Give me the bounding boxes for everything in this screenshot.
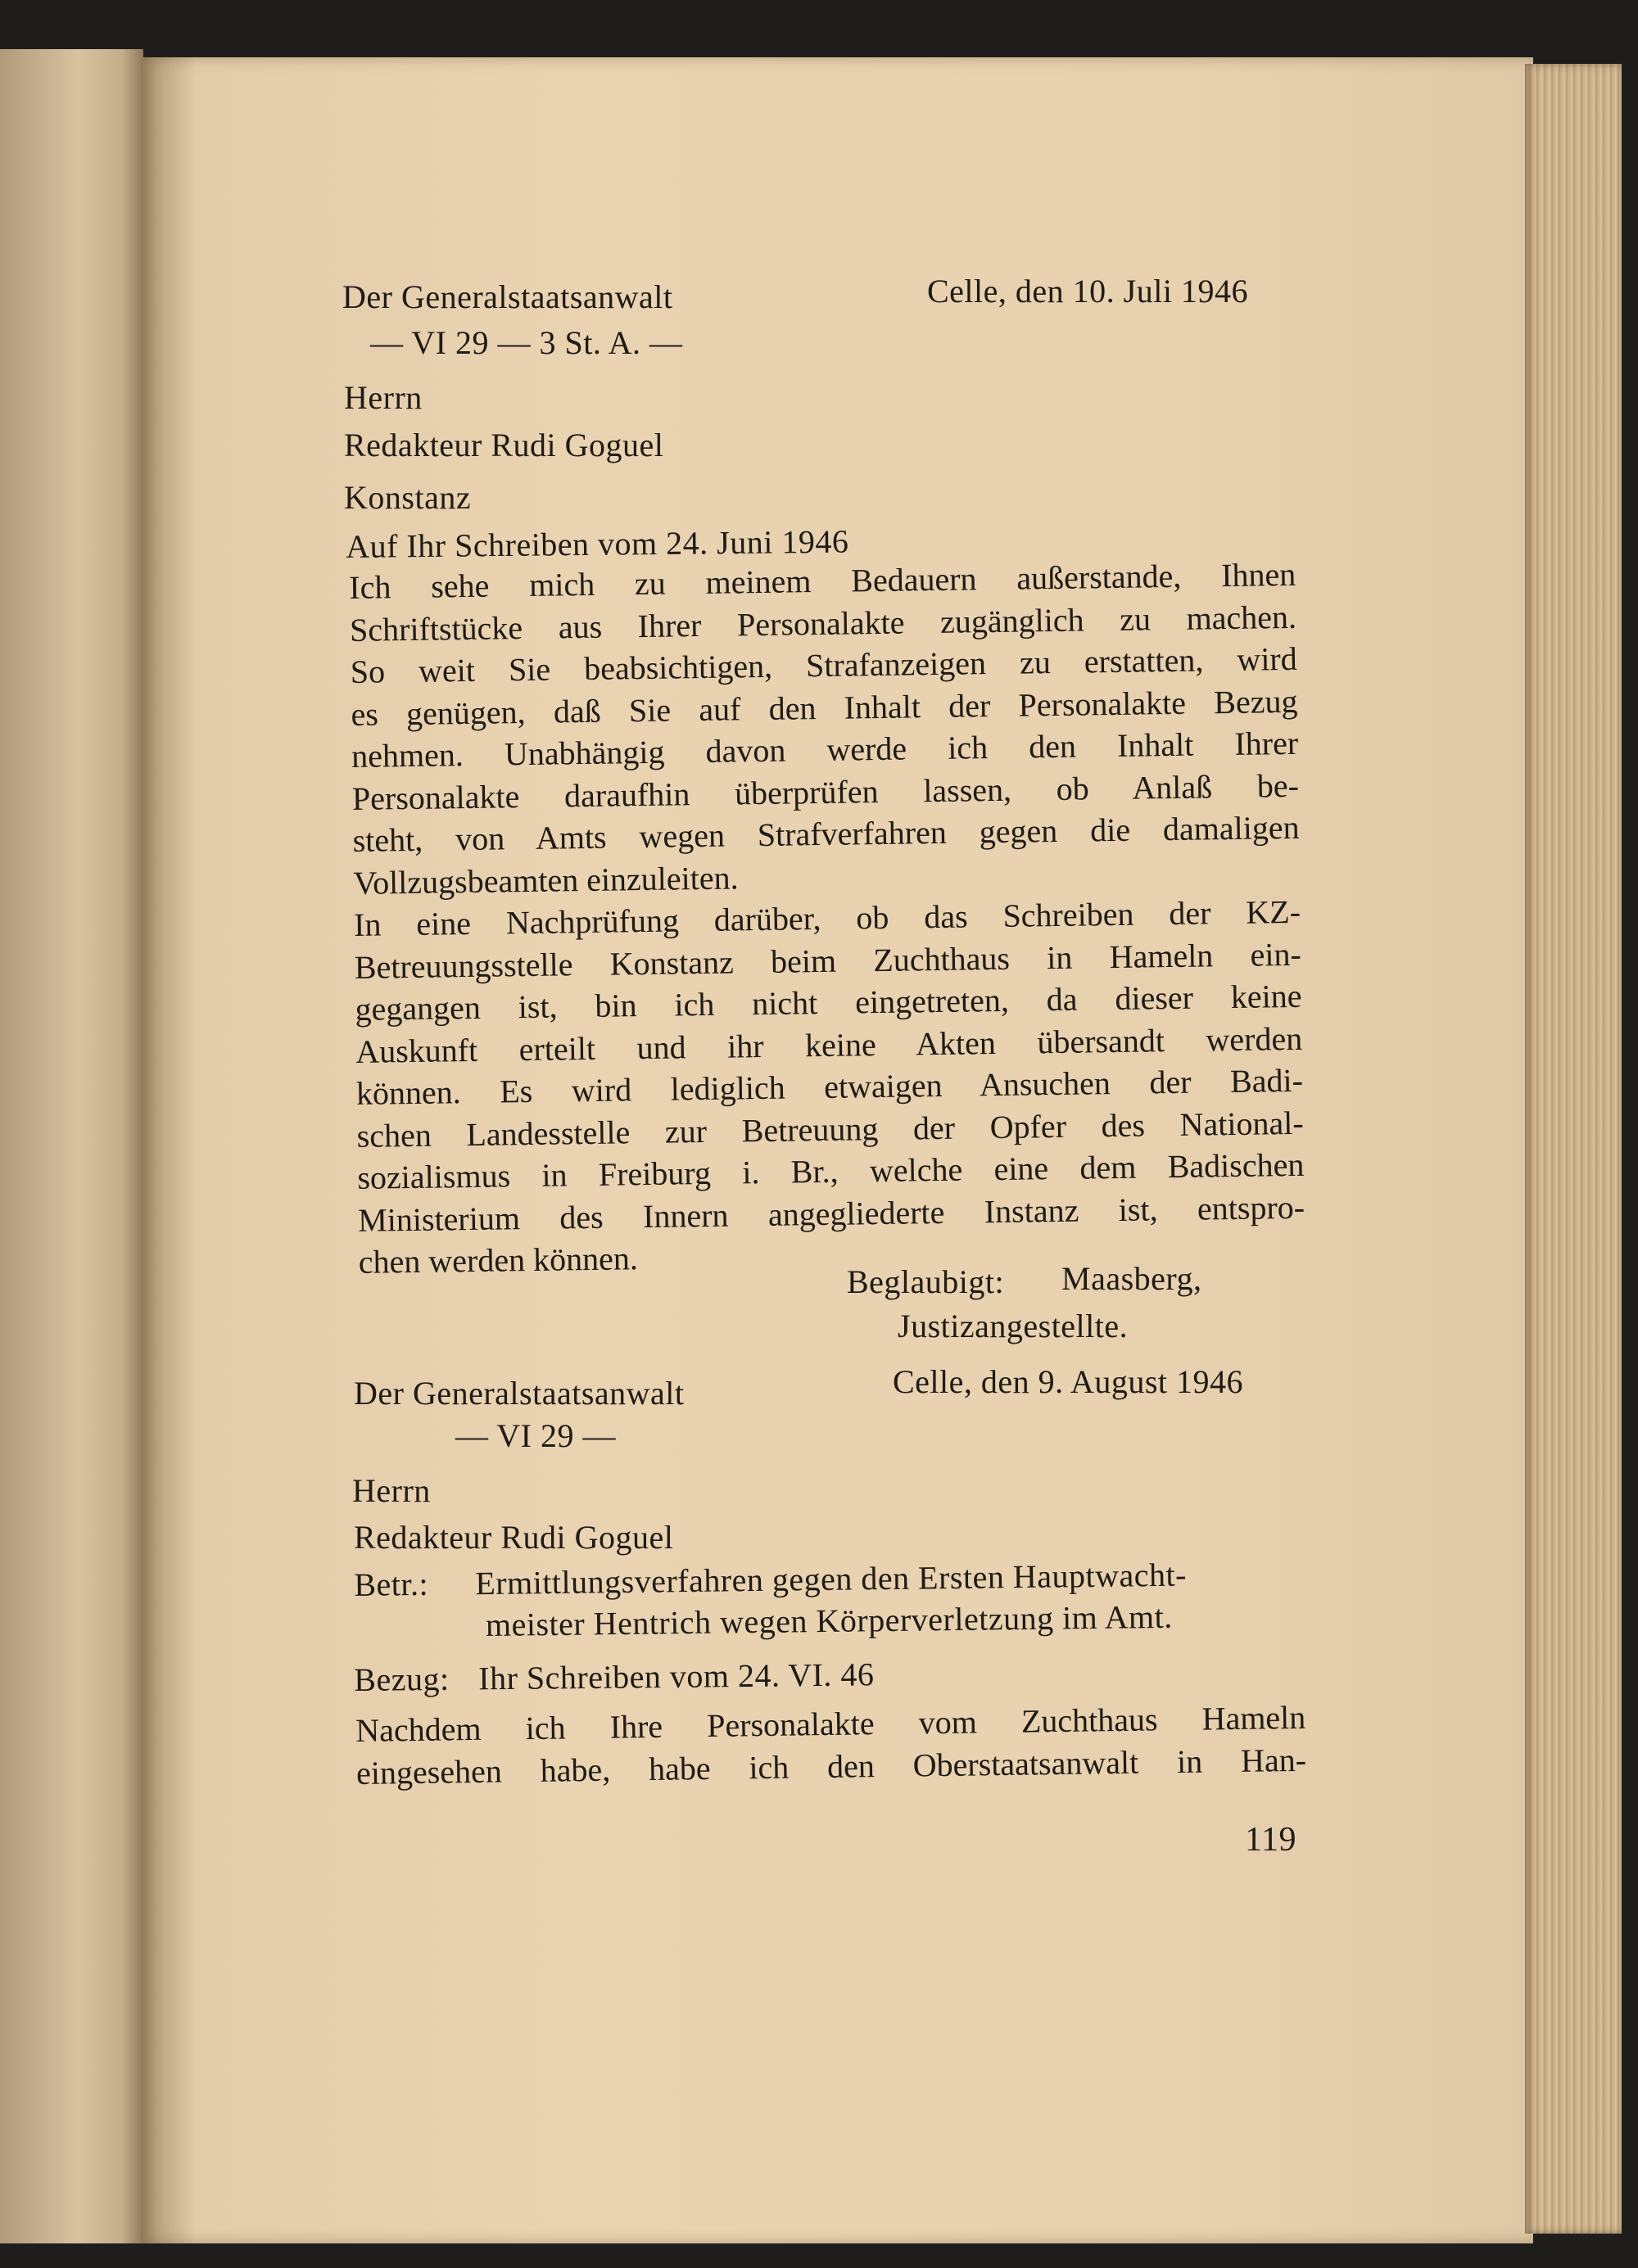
body-line: Ministerium des Innern angegliederte Instanz ist, entspro- — [357, 1188, 1305, 1239]
letter1-reference: — VI 29 — 3 St. A. — — [370, 324, 683, 361]
body-line: So weit Sie beabsichtigen, Strafanzeigen zu erstatten, wird — [350, 639, 1297, 690]
letter1-body — [349, 553, 1305, 1284]
body-line: Vollzugsbeamten einzuleiten. — [353, 858, 739, 901]
body-line: gegangen ist, bin ich nicht eingetreten, da dieser keine — [355, 977, 1302, 1028]
letter1-place-date: Celle, den 10. Juli 1946 — [927, 273, 1248, 309]
betr-line: meister Hentrich wegen Körperverletzung im Amt. — [485, 1597, 1173, 1644]
body-line: Nachdem ich Ihre Personalakte vom Zuchthaus Hameln — [355, 1698, 1306, 1749]
letter2-salutation: Herrn — [352, 1472, 431, 1509]
bezug-text: Ihr Schreiben vom 24. VI. 46 — [478, 1656, 875, 1697]
letter2-recipient: Redakteur Rudi Goguel — [354, 1519, 674, 1556]
letter2-body — [355, 1696, 1306, 1794]
body-line: es genügen, daß Sie auf den Inhalt der Personalakte Bezug — [351, 682, 1298, 733]
body-line: nehmen. Unabhängig davon werde ich den Inhalt Ihrer — [351, 724, 1299, 775]
page-stack-edges — [1525, 64, 1622, 2234]
body-line: Betreuungsstelle Konstanz beim Zuchthaus in Hameln ein- — [354, 935, 1302, 986]
page-number: 119 — [1245, 1821, 1296, 1859]
body-line: chen werden können. — [358, 1240, 639, 1281]
letter1-city: Konstanz — [344, 479, 472, 516]
betr-label: Betr.: — [354, 1565, 429, 1603]
body-line: Personalakte daraufhin überprüfen lassen, ob Anlaß be- — [351, 766, 1300, 817]
body-line: In eine Nachprüfung darüber, ob das Schreiben der KZ- — [353, 892, 1301, 943]
letter1-subject: Auf Ihr Schreiben vom 24. Juni 1946 — [346, 522, 849, 565]
letter2-place-date: Celle, den 9. August 1946 — [893, 1363, 1244, 1400]
letter1-sender: Der Generalstaatsanwalt — [342, 278, 673, 315]
body-line: steht, von Amts wegen Strafverfahren gegen die damaligen — [352, 808, 1300, 859]
body-line: Auskunft erteilt und ihr keine Akten übersandt werden — [355, 1019, 1303, 1070]
letter1-recipient: Redakteur Rudi Goguel — [344, 427, 664, 463]
letter2-reference: — VI 29 — — [455, 1417, 616, 1454]
letter2-sender: Der Generalstaatsanwalt — [354, 1375, 685, 1412]
bezug-label: Bezug: — [354, 1660, 450, 1698]
body-line: Ich sehe mich zu meinem Bedauern außerstande, Ihnen — [349, 555, 1296, 606]
certified-name: Maasberg, — [1061, 1260, 1202, 1297]
certified-label: Beglaubigt: — [847, 1263, 1005, 1300]
letter2-bezug — [354, 1653, 875, 1701]
letter1-salutation: Herrn — [344, 379, 423, 416]
body-line: können. Es wird lediglich etwaigen Ansuchen der Badi- — [355, 1061, 1304, 1112]
body-line: sozialismus in Freiburg i. Br., welche eine dem Badischen — [357, 1145, 1305, 1196]
certified-title: Justizangestellte. — [898, 1308, 1129, 1344]
body-line: Schriftstücke aus Ihrer Personalakte zugänglich zu machen. — [349, 598, 1297, 648]
body-line: eingesehen habe, habe ich den Oberstaatsanwalt in Han- — [355, 1741, 1307, 1791]
body-line: schen Landesstelle zur Betreuung der Opfer des National- — [356, 1104, 1304, 1154]
letter2-betr — [354, 1554, 1188, 1647]
left-page-edge — [0, 49, 143, 2243]
betr-line: Ermittlungsverfahren gegen den Ersten Hauptwacht- — [475, 1556, 1188, 1602]
